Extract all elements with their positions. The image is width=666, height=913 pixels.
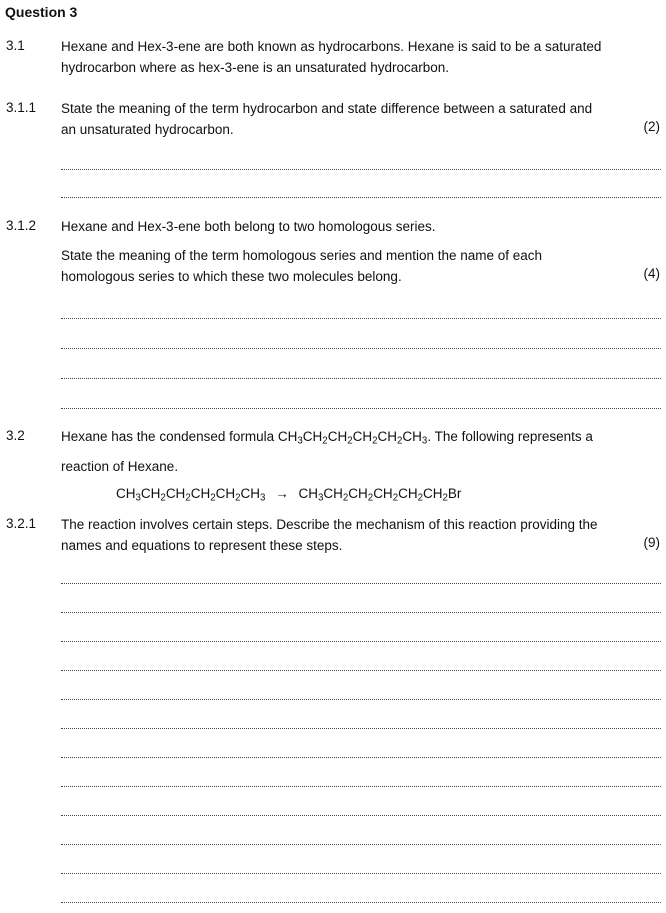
question-3-2-line2: reaction of Hexane. bbox=[61, 459, 179, 474]
question-3-1-1-text bbox=[61, 98, 659, 140]
question-3-1-text bbox=[61, 36, 659, 78]
answer-line[interactable] bbox=[61, 408, 661, 409]
question-3-1-1-line2: an unsaturated hydrocarbon. bbox=[61, 122, 234, 137]
answer-line[interactable] bbox=[61, 670, 661, 671]
answer-line[interactable] bbox=[61, 197, 661, 198]
answer-line[interactable] bbox=[61, 902, 661, 903]
answer-line[interactable] bbox=[61, 583, 661, 584]
answer-line[interactable] bbox=[61, 612, 661, 613]
question-3-2-1-line1: The reaction involves certain steps. Describe the mechanism of this reaction providing the bbox=[61, 517, 598, 532]
reaction-equation bbox=[116, 486, 462, 504]
answer-line[interactable] bbox=[61, 728, 661, 729]
answer-line[interactable] bbox=[61, 757, 661, 758]
question-3-1-1-line1: State the meaning of the term hydrocarbon and state difference between a saturated and bbox=[61, 101, 593, 116]
product-formula: $CH_3CH_2CH_2CH_2CH_2CH_2Br$ bbox=[298, 486, 462, 504]
marks-3-2-1: (9) bbox=[643, 535, 660, 550]
answer-line[interactable] bbox=[61, 815, 661, 816]
question-3-2-1-line2: names and equations to represent these steps. bbox=[61, 538, 343, 553]
question-3-2-line1 bbox=[61, 426, 659, 447]
answer-line[interactable] bbox=[61, 786, 661, 787]
question-3-2-line1-prefix: Hexane has the condensed formula bbox=[61, 429, 278, 444]
reaction-arrow-icon: → bbox=[275, 486, 289, 501]
question-3-1-2-text bbox=[61, 245, 659, 287]
question-3-1-2-line2: homologous series to which these two molecules belong. bbox=[61, 269, 402, 284]
question-3-1-2-line1: State the meaning of the term homologous series and mention the name of each bbox=[61, 248, 543, 263]
answer-line[interactable] bbox=[61, 641, 661, 642]
answer-line[interactable] bbox=[61, 378, 661, 379]
question-number-3-1-1: 3.1.1 bbox=[6, 100, 37, 115]
answer-line[interactable] bbox=[61, 348, 661, 349]
answer-line[interactable] bbox=[61, 169, 661, 170]
question-number-3-1: 3.1 bbox=[6, 38, 25, 53]
answer-line[interactable] bbox=[61, 318, 661, 319]
question-3-1-2-intro: Hexane and Hex-3-ene both belong to two homologous series. bbox=[61, 219, 436, 234]
answer-line[interactable] bbox=[61, 844, 661, 845]
question-3-2-line1-suffix: . The following represents a bbox=[427, 429, 593, 444]
question-number-3-2: 3.2 bbox=[6, 428, 25, 443]
answer-line[interactable] bbox=[61, 699, 661, 700]
marks-3-1-2: (4) bbox=[643, 266, 660, 281]
question-3-2-1-text bbox=[61, 514, 659, 556]
question-3-1-line1: Hexane and Hex-3-ene are both known as hydrocarbons. Hexane is said to be a saturated bbox=[61, 39, 602, 54]
answer-line[interactable] bbox=[61, 873, 661, 874]
question-number-3-1-2: 3.1.2 bbox=[6, 218, 37, 233]
hexane-formula: $CH_3CH_2CH_2CH_2CH_2CH_3$ bbox=[277, 429, 428, 447]
reactant-formula: $CH_3CH_2CH_2CH_2CH_2CH_3$ bbox=[116, 486, 266, 504]
question-title: Question 3 bbox=[5, 4, 78, 20]
question-number-3-2-1: 3.2.1 bbox=[6, 516, 37, 531]
marks-3-1-1: (2) bbox=[643, 119, 660, 134]
question-3-1-line2: hydrocarbon where as hex-3-ene is an unsaturated hydrocarbon. bbox=[61, 60, 449, 75]
